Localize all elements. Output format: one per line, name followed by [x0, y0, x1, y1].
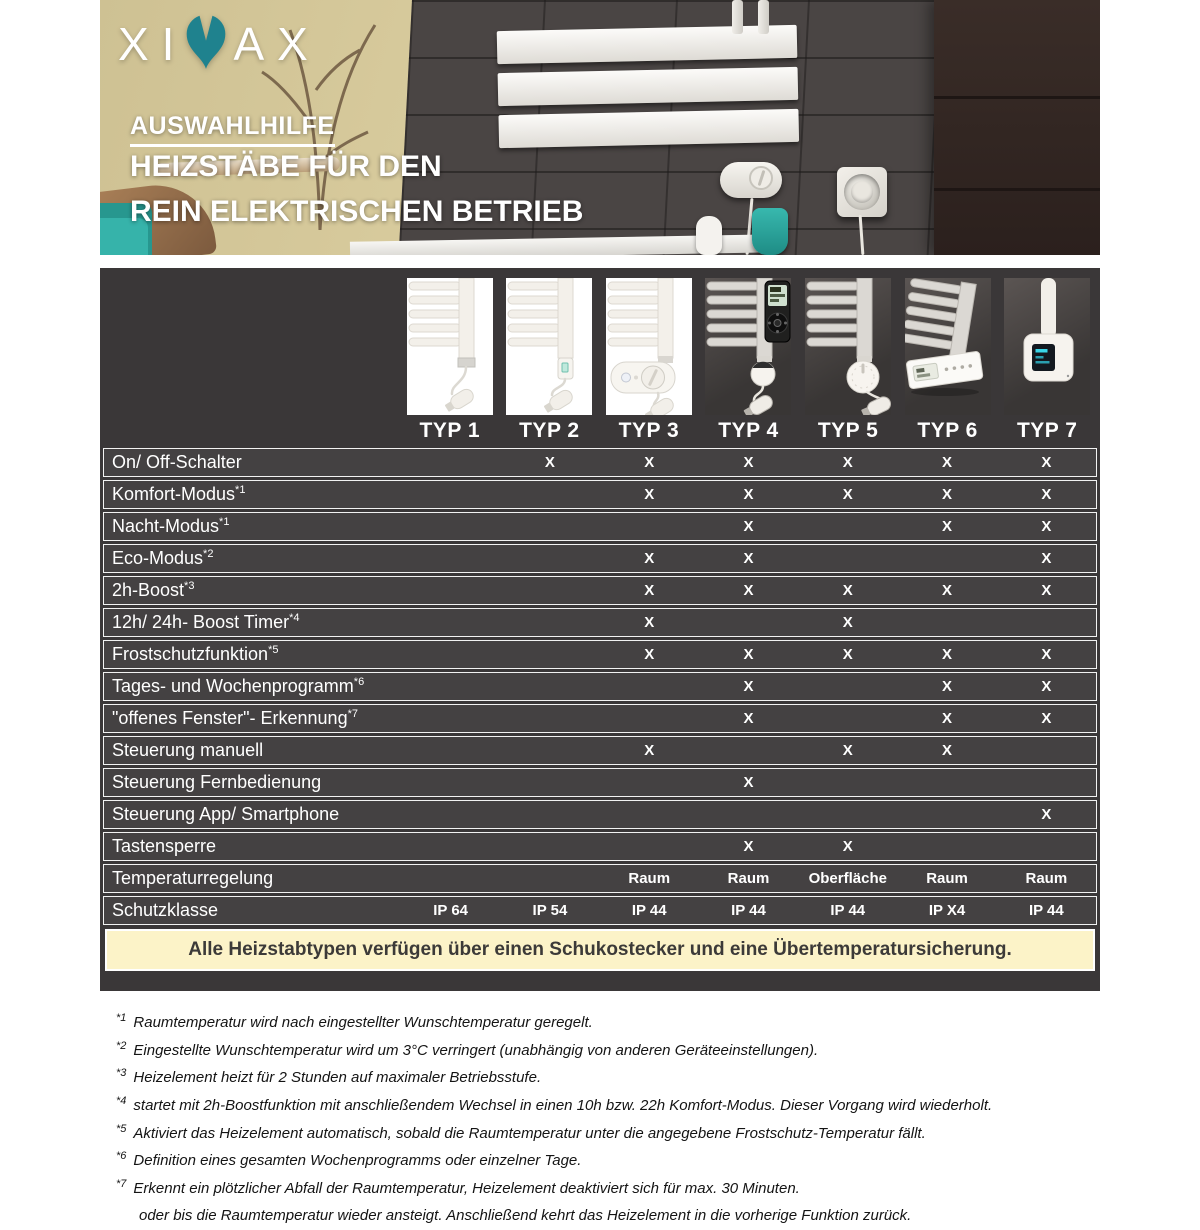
product-column-typ-5 [798, 278, 898, 443]
feature-cell: X [644, 582, 655, 599]
table-row [103, 512, 1097, 541]
row-label: "offenes Fenster"- Erkennung$^{*7}$ [112, 707, 358, 728]
footnote: $^{*4}$ startet mit 2h-Boostfunktion mit anschließendem Wechsel in einen 10h bzw. 22h Komfort-Modus. Dieser Vorgang wird wiederholt. [116, 1095, 993, 1115]
row-label: Tages- und Wochenprogramm$^{*6}$ [112, 675, 365, 696]
feature-cell: X [942, 742, 953, 759]
row-label: Schutzklasse [112, 899, 219, 920]
feature-cell: X [644, 454, 655, 471]
row-label: On/ Off-Schalter [112, 451, 242, 472]
feature-cell: Raum [1025, 870, 1068, 887]
feature-cell: X [743, 486, 754, 503]
teal-vase [752, 208, 788, 255]
footnote: $^{*1}$ Raumtemperatur wird nach eingestellter Wunschtemperatur geregelt. [116, 1012, 593, 1031]
table-row [103, 704, 1097, 733]
row-label: Steuerung App/ Smartphone [112, 803, 340, 824]
feature-cell: IP X4 [928, 902, 966, 919]
typ-1-product-image [407, 278, 493, 415]
feature-cell: X [644, 550, 655, 567]
product-column-typ-2 [500, 278, 600, 443]
feature-cell: X [942, 646, 953, 663]
footnote: $^{*6}$ Definition eines gesamten Wochenprogramms oder einzelner Tage. [116, 1150, 582, 1170]
product-column-typ-7 [997, 278, 1097, 443]
feature-cell: Oberfläche [808, 870, 887, 887]
heating-element [720, 162, 782, 198]
typ-6-product-image [905, 278, 991, 415]
column-header: TYP 7 [1016, 419, 1078, 442]
row-label: Nacht-Modus$^{*1}$ [112, 515, 230, 536]
feature-cell: X [942, 678, 953, 695]
note-banner: Alle Heizstabtypen verfügen über einen Schukostecker und eine Übertemperatursicherung. [105, 929, 1095, 971]
feature-cell: X [1041, 806, 1052, 823]
element-dial [749, 166, 773, 190]
feature-cell: X [743, 454, 754, 471]
ximax-logo-mark [183, 12, 229, 70]
product-column-typ-3 [599, 278, 699, 443]
column-header: TYP 6 [917, 419, 978, 442]
table-row [103, 480, 1097, 509]
radiator-photo [497, 25, 800, 157]
feature-cell: X [842, 646, 853, 663]
white-vase [696, 216, 722, 255]
radiator-pipe [758, 0, 769, 34]
ximax-logo [118, 12, 321, 76]
row-label: Steuerung Fernbedienung [112, 771, 322, 792]
feature-cell: X [1041, 518, 1052, 535]
feature-cell: X [842, 486, 853, 503]
page [100, 0, 1100, 1230]
feature-cell: X [842, 614, 853, 631]
feature-cell: X [743, 646, 754, 663]
column-header: TYP 2 [519, 419, 580, 442]
radiator-pipe [732, 0, 743, 34]
row-label: Steuerung manuell [112, 739, 264, 760]
feature-cell: X [942, 518, 953, 535]
hero-title-line1: HEIZSTÄBE FÜR DEN [130, 150, 442, 183]
feature-cell: IP 64 [433, 902, 469, 919]
footnote: $^{*7}$ Erkennt ein plötzlicher Abfall der Raumtemperatur, Heizelement deaktiviert sich für max. 30 Minuten. [116, 1178, 800, 1198]
feature-cell: X [1041, 646, 1052, 663]
feature-cell: X [644, 486, 655, 503]
feature-cell: X [1041, 486, 1052, 503]
typ-7-product-image [1004, 278, 1090, 415]
feature-cell: IP 54 [532, 902, 568, 919]
feature-cell: X [743, 774, 754, 791]
product-column-typ-4 [699, 278, 799, 443]
feature-cell: Raum [628, 870, 671, 887]
table-body [103, 448, 1097, 925]
feature-cell: X [544, 454, 555, 471]
row-label: 2h-Boost$^{*3}$ [112, 579, 195, 600]
table-row [103, 768, 1097, 797]
feature-cell: X [1041, 710, 1052, 727]
feature-cell: X [842, 582, 853, 599]
hero-title-line2: REIN ELEKTRISCHEN BETRIEB [130, 195, 584, 228]
feature-cell: X [842, 454, 853, 471]
logo-text-left: XI [118, 18, 188, 70]
typ-2-product-image [506, 278, 592, 415]
feature-cell: X [644, 614, 655, 631]
typ-3-product-image [606, 278, 692, 415]
footnote: $^{*5}$ Aktiviert das Heizelement automatisch, sobald die Raumtemperatur unter die angegebene Frostschutz-Temperatur fällt. [116, 1122, 926, 1142]
feature-cell: X [1041, 550, 1052, 567]
table-row [103, 640, 1097, 669]
feature-cell: Raum [926, 870, 968, 887]
plug [851, 181, 873, 203]
table-row [103, 736, 1097, 765]
cabinet [934, 0, 1100, 255]
feature-cell: X [1041, 582, 1052, 599]
feature-cell: X [743, 678, 754, 695]
hero-banner [100, 0, 1100, 255]
feature-cell: X [1041, 678, 1052, 695]
feature-cell: X [743, 582, 754, 599]
footnotes [100, 1009, 1100, 1230]
feature-cell: IP 44 [731, 902, 766, 919]
table-row [103, 672, 1097, 701]
hero-eyebrow: AUSWAHLHILFE [130, 112, 335, 147]
feature-cell: X [842, 742, 853, 759]
feature-cell: X [743, 710, 754, 727]
feature-cell: Raum [727, 870, 770, 887]
table-row [103, 448, 1097, 477]
product-column-typ-1 [400, 278, 500, 443]
footnote: $^{*2}$ Eingestellte Wunschtemperatur wird um 3°C verringert (unabhängig von anderen Geräteeinstellungen). [116, 1039, 819, 1059]
feature-cell: X [743, 838, 754, 855]
feature-cell: X [942, 454, 953, 471]
feature-cell: IP 44 [1028, 902, 1064, 919]
table-row [103, 896, 1097, 925]
table-row [103, 864, 1097, 893]
table-row [103, 576, 1097, 605]
logo-text-right: AX [233, 18, 321, 70]
row-label: Komfort-Modus$^{*1}$ [112, 483, 246, 504]
column-header: TYP 5 [817, 419, 879, 442]
product-header-row [103, 278, 1097, 443]
typ-5-product-image [805, 278, 891, 415]
table-row [103, 832, 1097, 861]
table-row [103, 800, 1097, 829]
feature-cell: IP 44 [830, 902, 866, 919]
comparison-table [100, 268, 1100, 991]
feature-cell: X [644, 742, 655, 759]
feature-cell: X [842, 838, 853, 855]
typ-4-product-image [705, 278, 791, 415]
table-row [103, 608, 1097, 637]
feature-cell: X [743, 550, 754, 567]
column-header: TYP 3 [618, 419, 680, 442]
feature-cell: X [942, 486, 953, 503]
table-row [103, 544, 1097, 573]
feature-cell: X [743, 518, 754, 535]
product-column-typ-6 [898, 278, 998, 443]
feature-cell: X [942, 710, 953, 727]
column-header: TYP 1 [419, 419, 481, 442]
footnote: $^{*3}$ Heizelement heizt für 2 Stunden auf maximaler Betriebsstufe. [116, 1067, 542, 1087]
row-label: Eco-Modus$^{*2}$ [112, 547, 214, 568]
row-label: Tastensperre [112, 835, 217, 856]
feature-cell: X [644, 646, 655, 663]
wall-socket [837, 167, 887, 217]
column-header: TYP 4 [718, 419, 779, 442]
row-label: Frostschutzfunktion$^{*5}$ [112, 643, 279, 664]
feature-cell: IP 44 [631, 902, 667, 919]
feature-cell: X [942, 582, 953, 599]
footnote-continuation: oder bis die Raumtemperatur wieder ansteigt. Anschließend kehrt das Heizelement in die vorherige Funktion zurück. [139, 1206, 912, 1224]
row-label: 12h/ 24h- Boost Timer$^{*4}$ [112, 611, 300, 632]
feature-cell: X [1041, 454, 1052, 471]
row-label: Temperaturregelung [112, 867, 274, 888]
